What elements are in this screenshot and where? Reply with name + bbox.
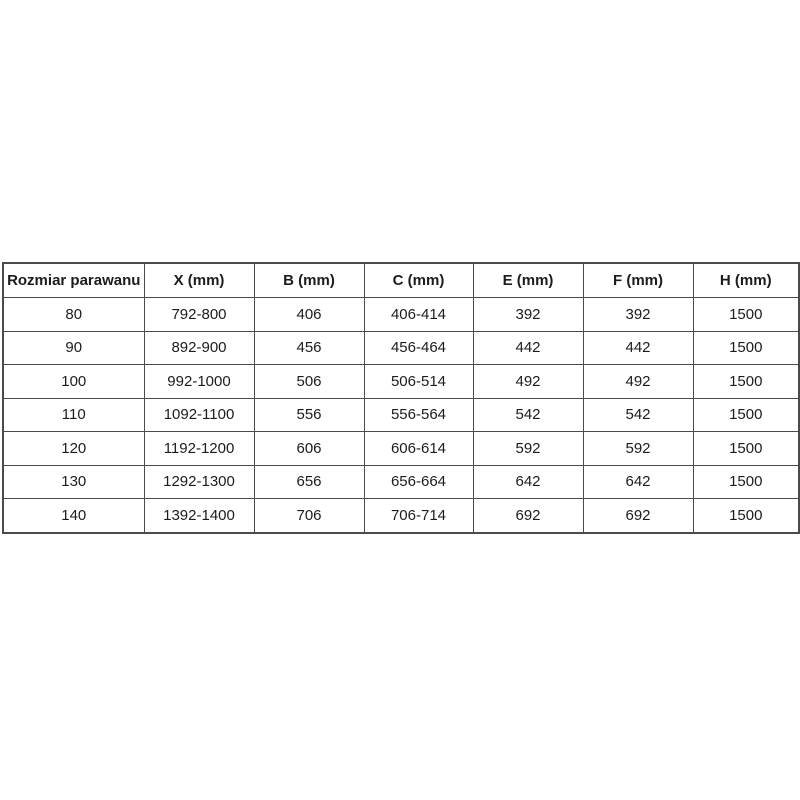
table-cell: 456-464 (364, 331, 473, 365)
table-cell: 90 (3, 331, 144, 365)
table-cell: 606 (254, 432, 364, 466)
table-cell: 542 (473, 398, 583, 432)
table-cell: 792-800 (144, 298, 254, 332)
header-row (3, 263, 799, 298)
table-row (3, 365, 799, 399)
table-cell: 556 (254, 398, 364, 432)
table-cell: 406-414 (364, 298, 473, 332)
table-cell: 442 (473, 331, 583, 365)
table-cell: 1392-1400 (144, 499, 254, 533)
table-cell: 506 (254, 365, 364, 399)
table-cell: 642 (473, 465, 583, 499)
table-row (3, 298, 799, 332)
table-cell: 456 (254, 331, 364, 365)
table-cell: 492 (473, 365, 583, 399)
table-row (3, 465, 799, 499)
table-cell: 1192-1200 (144, 432, 254, 466)
table-cell: 100 (3, 365, 144, 399)
size-table (2, 262, 800, 534)
table-cell: 1500 (693, 432, 799, 466)
column-header-b: B (mm) (254, 263, 364, 298)
table-cell: 692 (473, 499, 583, 533)
table-cell: 992-1000 (144, 365, 254, 399)
table-cell: 1500 (693, 499, 799, 533)
table-cell: 1500 (693, 398, 799, 432)
table-row (3, 331, 799, 365)
table-cell: 592 (583, 432, 693, 466)
column-header-h: H (mm) (693, 263, 799, 298)
table-cell: 892-900 (144, 331, 254, 365)
table-cell: 492 (583, 365, 693, 399)
table-cell: 592 (473, 432, 583, 466)
table-cell: 392 (583, 298, 693, 332)
table-cell: 692 (583, 499, 693, 533)
table-cell: 1292-1300 (144, 465, 254, 499)
column-header-rozmiar: Rozmiar parawanu (3, 263, 144, 298)
table-cell: 706-714 (364, 499, 473, 533)
table-cell: 656 (254, 465, 364, 499)
table-cell: 1500 (693, 365, 799, 399)
table-cell: 656-664 (364, 465, 473, 499)
table-cell: 706 (254, 499, 364, 533)
table-cell: 1500 (693, 465, 799, 499)
table-cell: 110 (3, 398, 144, 432)
column-header-c: C (mm) (364, 263, 473, 298)
table-cell: 556-564 (364, 398, 473, 432)
table-cell: 506-514 (364, 365, 473, 399)
table-row (3, 432, 799, 466)
table-row (3, 398, 799, 432)
table-cell: 120 (3, 432, 144, 466)
table-cell: 642 (583, 465, 693, 499)
table-cell: 1500 (693, 298, 799, 332)
table-cell: 130 (3, 465, 144, 499)
table-cell: 406 (254, 298, 364, 332)
table-cell: 1500 (693, 331, 799, 365)
table-cell: 606-614 (364, 432, 473, 466)
column-header-x: X (mm) (144, 263, 254, 298)
table-cell: 80 (3, 298, 144, 332)
table-cell: 1092-1100 (144, 398, 254, 432)
table-row (3, 499, 799, 533)
table-cell: 392 (473, 298, 583, 332)
table-cell: 442 (583, 331, 693, 365)
table-cell: 140 (3, 499, 144, 533)
column-header-e: E (mm) (473, 263, 583, 298)
table-cell: 542 (583, 398, 693, 432)
column-header-f: F (mm) (583, 263, 693, 298)
size-table-container (2, 262, 798, 534)
